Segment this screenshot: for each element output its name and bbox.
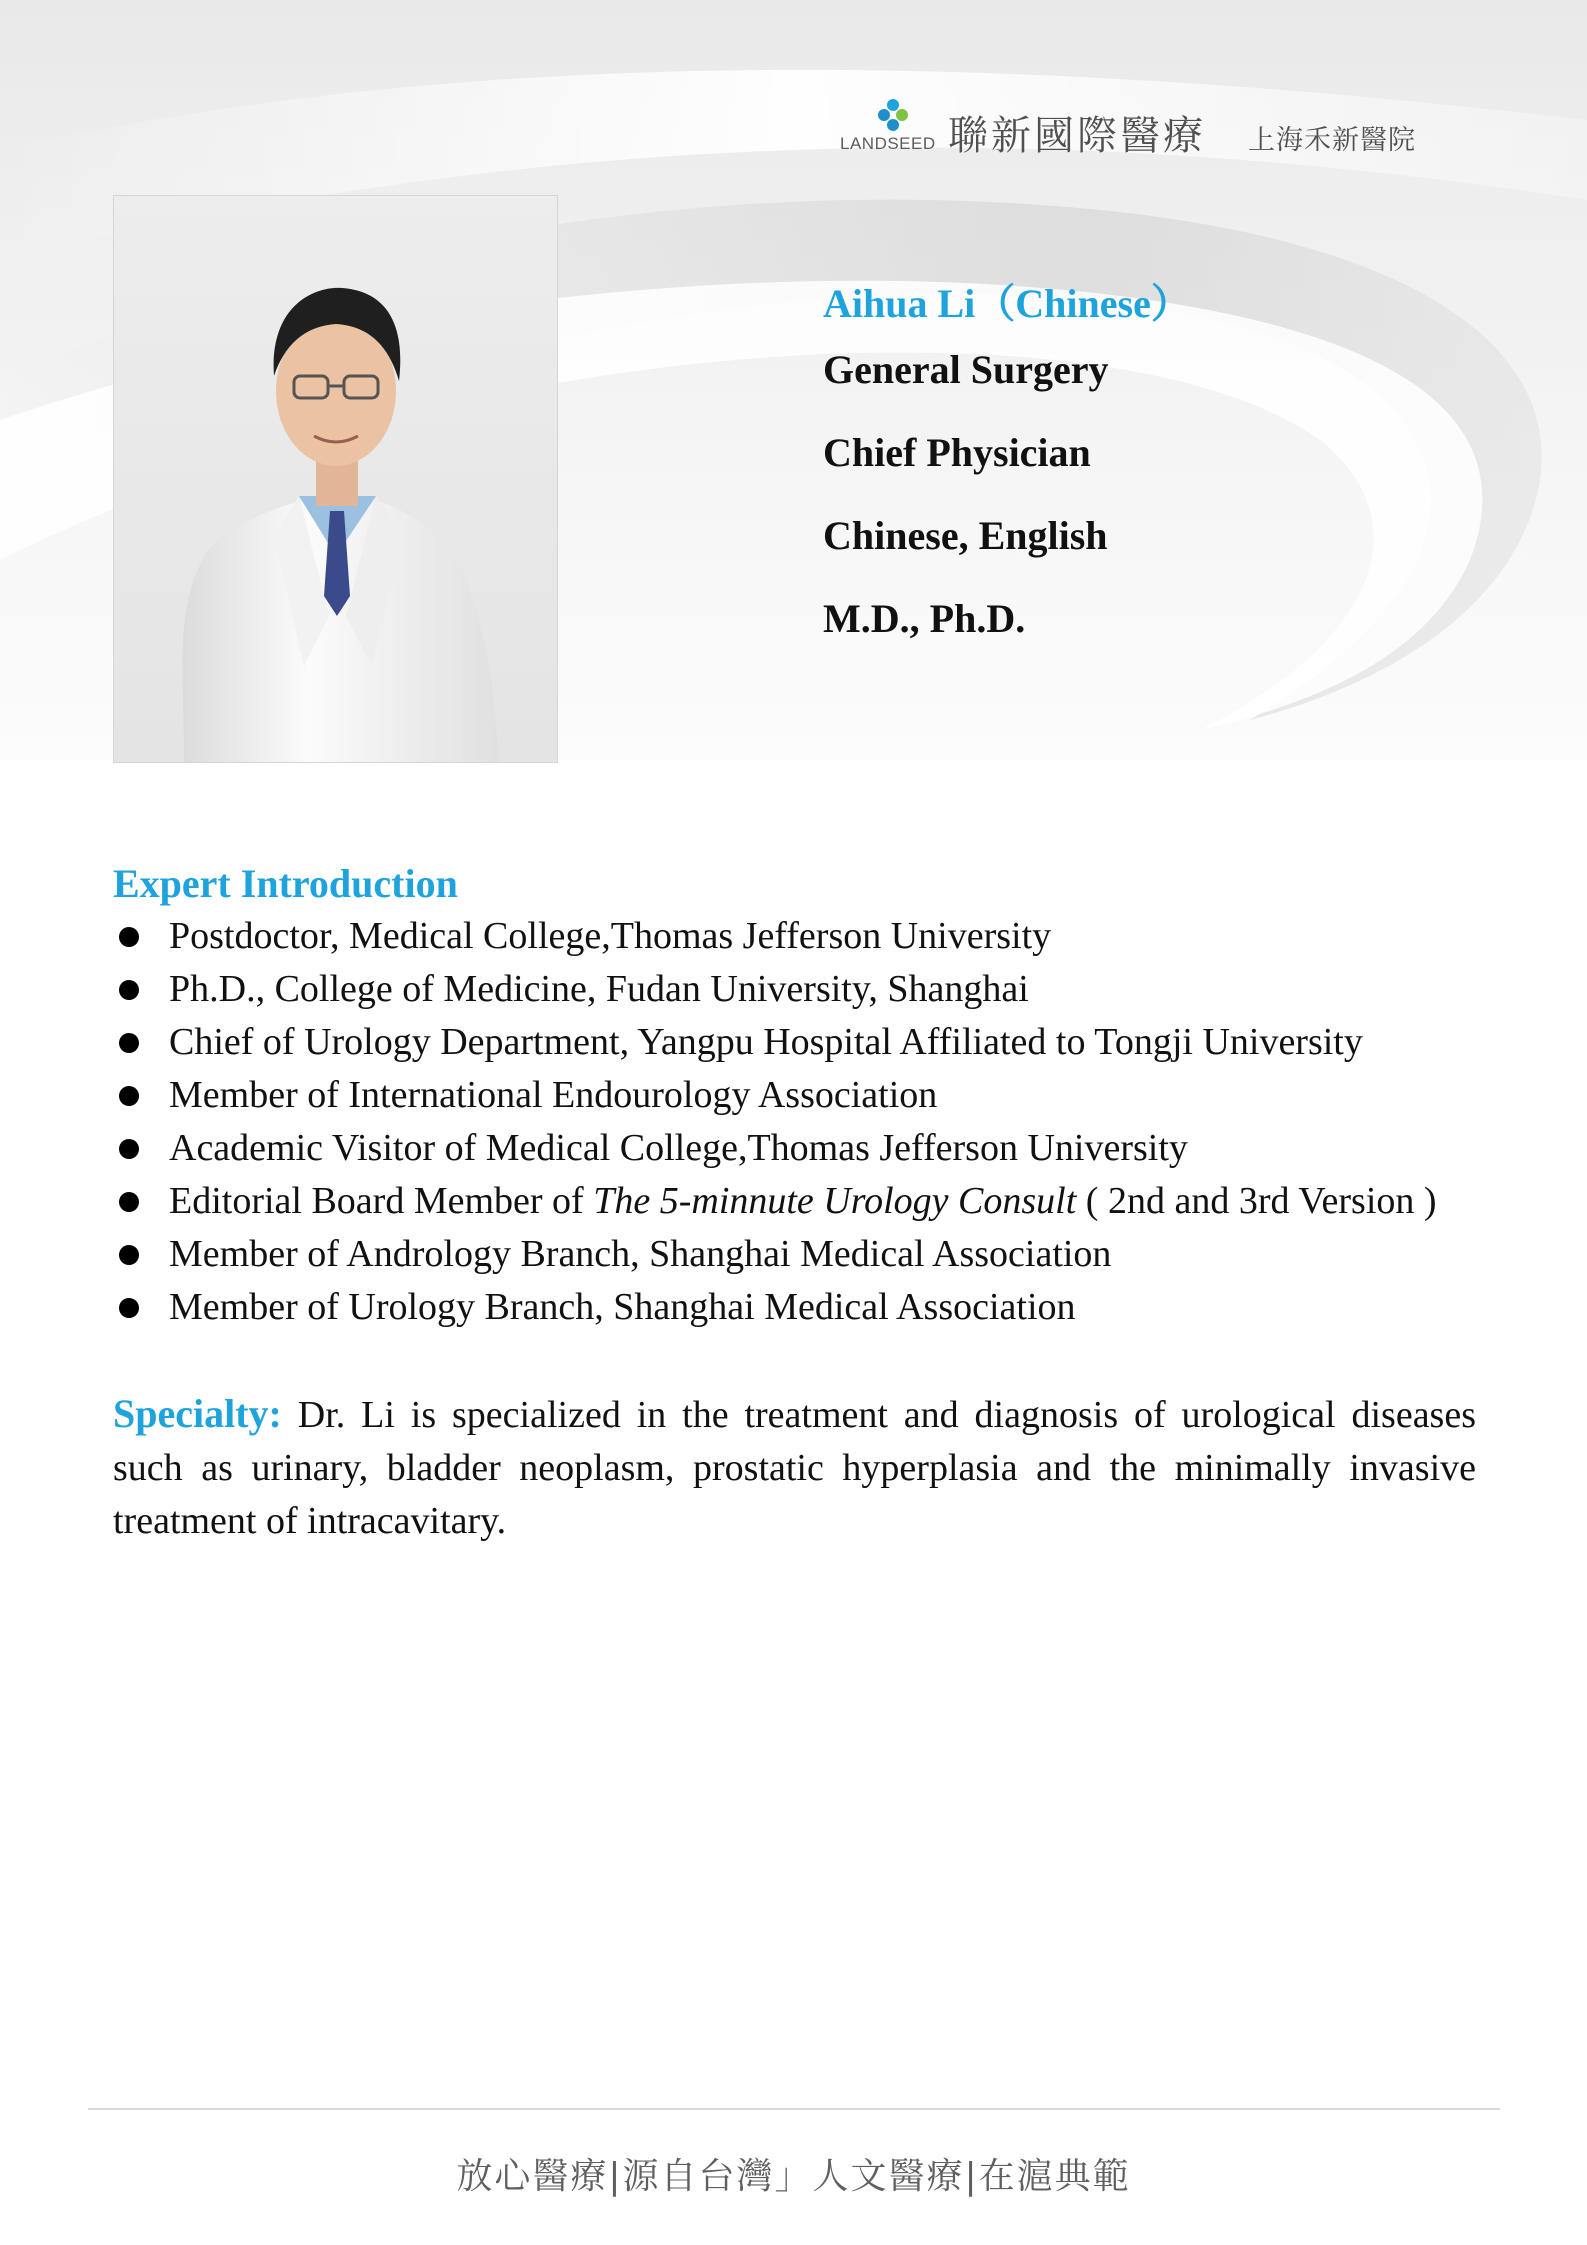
list-item-text: Academic Visitor of Medical College,Thomas Jefferson University <box>169 1127 1188 1169</box>
expert-introduction-section <box>113 857 1476 1586</box>
specialty-paragraph <box>113 1387 1476 1548</box>
doctor-photo <box>113 195 558 763</box>
bullet-icon <box>119 1298 139 1318</box>
doctor-department: General Surgery <box>823 347 1109 392</box>
bullet-icon <box>119 927 139 947</box>
logo-english-name: LANDSEED <box>840 134 936 153</box>
doctor-profile <box>823 278 1191 645</box>
list-item <box>113 1122 1476 1175</box>
specialty-label: Specialty: <box>113 1391 282 1436</box>
list-item-text: Member of International Endourology Association <box>169 1074 938 1116</box>
list-item-text: Ph.D., College of Medicine, Fudan University, Shanghai <box>169 968 1029 1010</box>
bullet-icon <box>119 1139 139 1159</box>
landseed-logo <box>840 98 1452 160</box>
list-item-text <box>169 1180 1437 1222</box>
doctor-title: Chief Physician <box>823 430 1091 475</box>
bullet-icon <box>119 1245 139 1265</box>
logo-hospital-name: 上海禾新醫院 <box>1248 125 1416 156</box>
list-item <box>113 910 1476 963</box>
logo-chinese-name: 聯新國際醫療 <box>948 113 1206 159</box>
footer-slogan: 放心醫療|源自台灣」人文醫療|在滬典範 <box>456 2156 1131 2197</box>
list-item <box>113 1228 1476 1281</box>
list-item <box>113 1016 1476 1069</box>
list-item-text-part: ( 2nd and 3rd Version ) <box>1076 1180 1437 1222</box>
list-item-text: Member of Andrology Branch, Shanghai Medical Association <box>169 1233 1112 1275</box>
list-item-text-part: Editorial Board Member of <box>169 1180 594 1222</box>
book-title: The 5-minnute Urology Consult <box>593 1180 1077 1222</box>
bullet-icon <box>119 1192 139 1212</box>
list-item <box>113 1069 1476 1122</box>
specialty-text: Dr. Li is specialized in the treatment and diagnosis of urological diseases such as urinary, bladder neoplasm, prostatic hyperplasia and the minimally invasive treatment of intracavitary. <box>113 1394 1476 1542</box>
doctor-languages: Chinese, English <box>823 513 1108 558</box>
bullet-icon <box>119 1033 139 1053</box>
list-item <box>113 1281 1476 1334</box>
bullet-icon <box>119 980 139 1000</box>
doctor-portrait-icon <box>114 196 557 762</box>
list-item <box>113 1175 1476 1228</box>
list-item-text: Chief of Urology Department, Yangpu Hospital Affiliated to Tongji University <box>169 1021 1363 1063</box>
bullet-icon <box>119 1086 139 1106</box>
list-item <box>113 963 1476 1016</box>
doctor-degree: M.D., Ph.D. <box>823 596 1026 641</box>
list-item-text: Postdoctor, Medical College,Thomas Jefferson University <box>169 915 1052 957</box>
landseed-mark-icon <box>876 98 910 132</box>
list-item-text: Member of Urology Branch, Shanghai Medical Association <box>169 1286 1076 1328</box>
doctor-name: Aihua Li（Chinese） <box>823 281 1191 326</box>
expert-introduction-list <box>113 910 1476 1334</box>
footer-divider <box>88 2108 1500 2110</box>
expert-introduction-heading: Expert Introduction <box>113 861 458 906</box>
